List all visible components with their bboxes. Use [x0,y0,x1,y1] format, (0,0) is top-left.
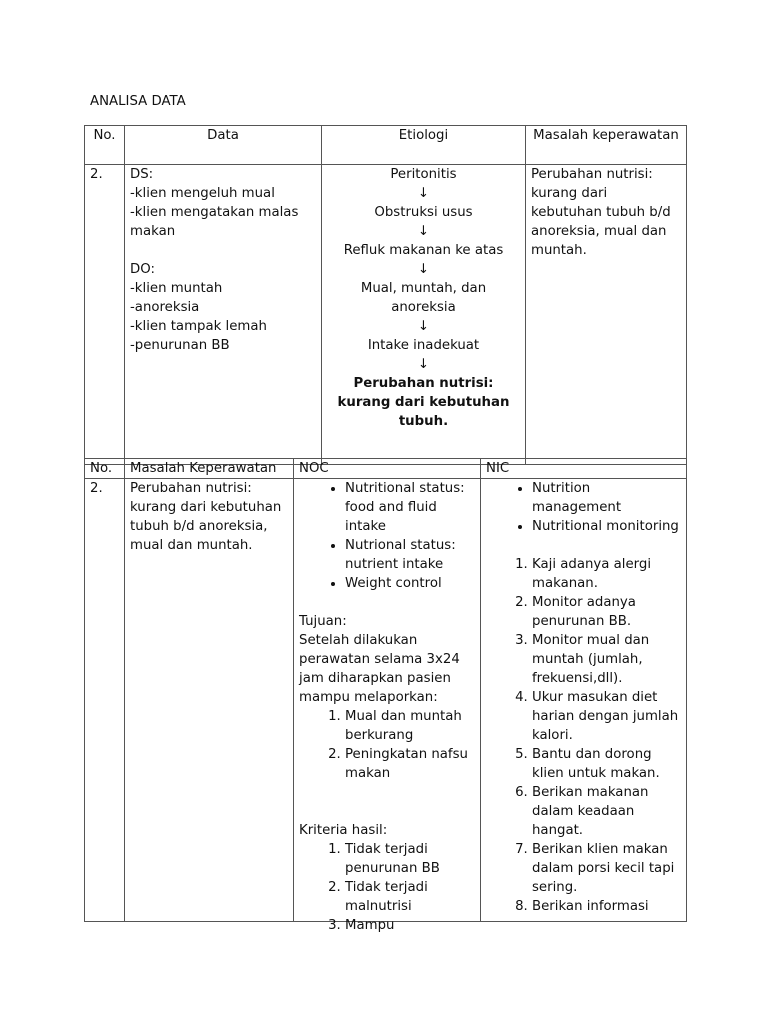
ds-title: DS: [130,167,154,182]
do-item: -klien muntah [130,281,223,296]
list-item: 1. Mual dan muntah berkurang [345,707,475,745]
cell-masalah: Perubahan nutrisi: kurang dari kebutuhan tubuh b/d anoreksia, mual dan muntah. [526,165,687,465]
intervensi-table [84,458,687,933]
tujuan-list [299,707,475,783]
list-item: 1. Tidak terjadi penurunan BB [345,840,475,878]
list-item: 3. Mampu [345,916,475,935]
cell-noc [294,479,481,933]
etiologi-step: Intake inadekuat [367,338,480,353]
etiologi-step: Obstruksi usus [374,205,473,220]
list-item: • Weight control [345,574,475,593]
header-noc: NOC [294,459,481,479]
cell-no-text: 2. [90,481,103,496]
list-item: 2. Peningkatan nafsu makan [345,745,475,783]
do-item: -anoreksia [130,300,200,315]
list-item: 4. Ukur masukan diet harian dengan jumlah kalori. [532,688,681,745]
arrow-down-icon: ↓ [417,186,430,201]
table-header-row [85,126,687,165]
list-item: 5. Bantu dan dorong klien untuk makan. [532,745,681,783]
do-item: -penurunan BB [130,338,230,353]
do-item: -klien tampak lemah [130,319,267,334]
cell-etiologi [322,165,526,465]
cell-data [125,165,322,465]
list-item: 2. Tidak terjadi malnutrisi [345,878,475,916]
etiologi-step: Mual, muntah, dan anoreksia [360,281,487,315]
arrow-down-icon: ↓ [417,357,430,372]
cell-nic [481,479,687,922]
header-data: Data [125,126,322,165]
list-item: 6. Berikan makanan dalam keadaan hangat. [532,783,681,840]
header-masalah: Masalah keperawatan [526,126,687,165]
etiologi-result: Perubahan nutrisi: kurang dari kebutuhan tubuh. [337,376,510,429]
header-nic: NIC [481,459,687,479]
noc-list [299,479,475,593]
cell-no: 2. [85,165,125,465]
list-item: 8. Berikan informasi [532,897,681,916]
list-item: 3. Monitor mual dan muntah (jumlah, frekuensi,dll). [532,631,681,688]
header-etiologi: Etiologi [322,126,526,165]
list-item: 2. Monitor adanya penurunan BB. [532,593,681,631]
document-heading: ANALISA DATA [90,94,186,109]
list-item: • Nutritional monitoring [532,517,681,536]
header-masalah: Masalah Keperawatan [125,459,294,479]
list-item: 1. Kaji adanya alergi makanan. [532,555,681,593]
header-no: No. [85,459,125,479]
table-row [85,479,687,922]
tujuan-label: Tujuan: [299,614,347,629]
arrow-down-icon: ↓ [417,224,430,239]
list-item: • Nutrional status: nutrient intake [345,536,475,574]
nic-bullet-list [486,479,681,536]
nic-list [486,555,681,916]
kriteria-label: Kriteria hasil: [299,823,388,838]
arrow-down-icon: ↓ [417,262,430,277]
kriteria-list [299,840,475,935]
ds-item: -klien mengeluh mual [130,186,275,201]
analisa-data-table [84,125,687,465]
etiologi-step: Refluk makanan ke atas [343,243,504,258]
list-item: • Nutrition management [532,479,681,517]
list-item: 7. Berikan klien makan dalam porsi kecil tapi sering. [532,840,681,897]
list-item: • Nutritional status: food and fluid intake [345,479,475,536]
header-no: No. [85,126,125,165]
tujuan-text: Setelah dilakukan perawatan selama 3x24 jam diharapkan pasien mampu melaporkan: [299,633,460,705]
table-header-row [85,459,687,479]
arrow-down-icon: ↓ [417,319,430,334]
etiologi-step: Peritonitis [390,167,457,182]
do-title: DO: [130,262,155,277]
cell-masalah [125,479,294,922]
table-row [85,165,687,465]
cell-no [85,479,125,922]
ds-item: -klien mengatakan malas makan [130,205,299,239]
cell-masalah-text: Perubahan nutrisi: kurang dari kebutuhan tubuh b/d anoreksia, mual dan muntah. [130,481,282,553]
